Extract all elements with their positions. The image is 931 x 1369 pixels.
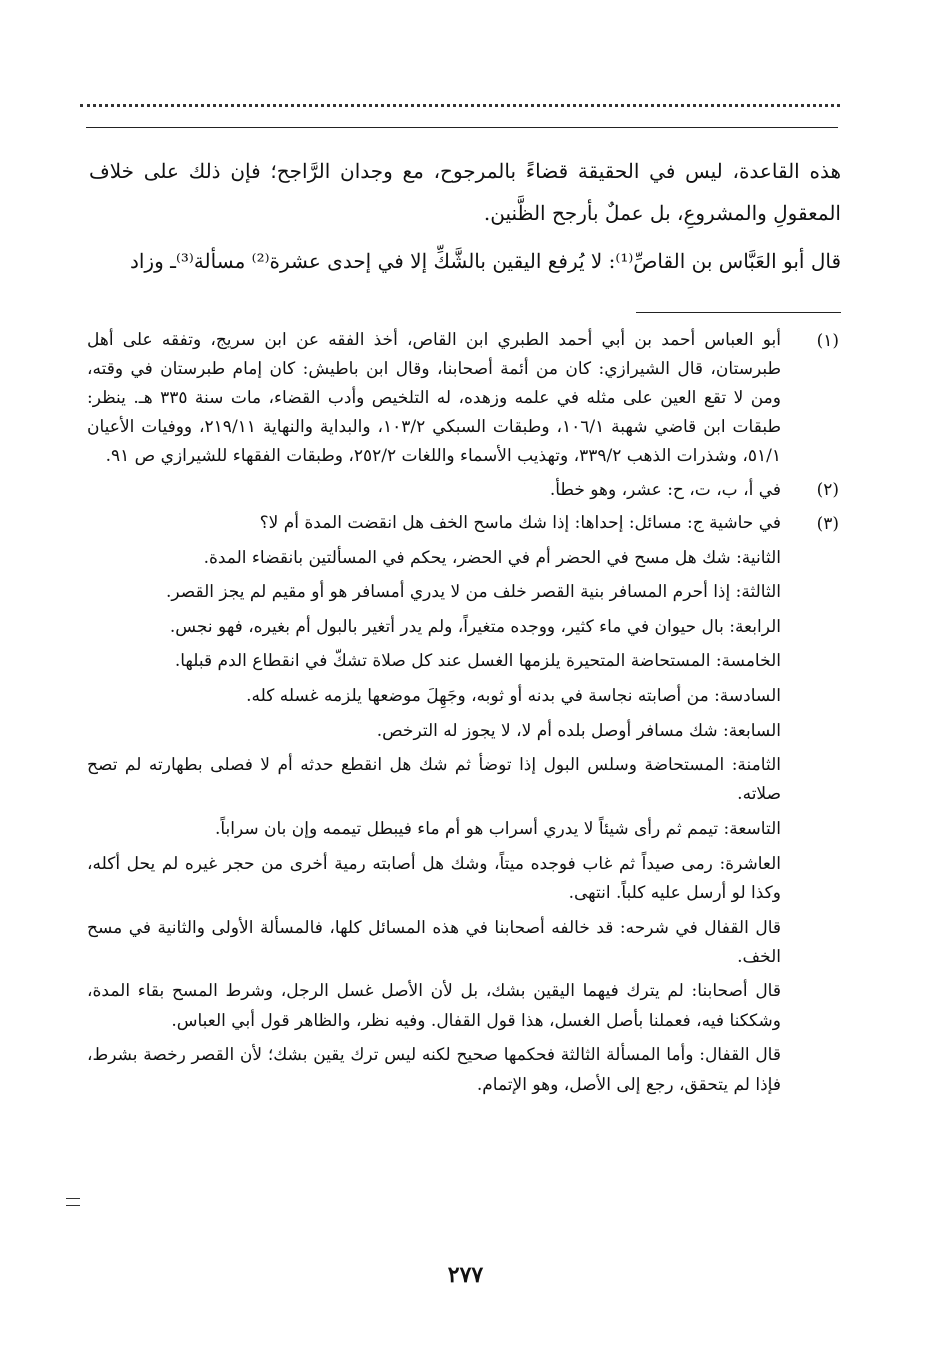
main-paragraph: هذه القاعدة، ليس في الحقيقة قضاءً بالمرجوح، مع وجدان الرَّاجح؛ فإن ذلك على خلاف المعقولِ والمشروعِ، بل عملٌ بأرجح الظَّنين. xyxy=(89,159,841,225)
footnote-text: العاشرة: رمى صيداً ثم غاب فوجده ميتاً، وشك هل أصابته رمية أخرى من حجر غيره لم يحل أكله، وكذا لو أرسل عليه كلباً. انتهى. xyxy=(87,853,781,903)
footnote-separator xyxy=(636,312,841,313)
footnote-text: الثانية: شك هل مسح في الحضر أم في الحضر، يحكم في المسألتين بانقضاء المدة. xyxy=(203,547,781,568)
footnote-text: الثامنة: المستحاضة وسلس البول إذا توضأ ثم شك هل انقطع حدثه أم لا فصلى بطهارته لم تصح صلاته. xyxy=(87,755,781,805)
page-number: ٢٧٧ xyxy=(447,1262,484,1288)
footnote-text: قال القفال: وأما المسألة الثالثة فحكمها صحيح لكنه ليس ترك يقين بشك؛ لأن القصر رخصة بشرط، فإذا لم يتحقق، رجع إلى الأصل، وهو الإتمام. xyxy=(87,1045,781,1095)
header-rule xyxy=(86,127,838,128)
footnote-3 xyxy=(87,509,839,1105)
footnote-text: السادسة: من أصابته نجاسة في بدنه أو ثوبه، وجَهِلَ موضعها يلزمه غسله كله. xyxy=(246,685,781,706)
footnote-text: الخامسة: المستحاضة المتحيرة يلزمها الغسل عند كل صلاة تشكّ في انقطاع الدم قبلها. xyxy=(174,651,781,672)
footnote-text: السابعة: شك مسافر أوصل بلده أم لا، لا يجوز له الترخص. xyxy=(376,720,781,741)
footnote-number: (٢) xyxy=(816,480,839,500)
footnote-text: الثالثة: إذا أحرم المسافر بنية القصر خلف من لا يدري أمسافر هو أو مقيم لم يجز القصر. xyxy=(165,582,781,603)
footnote-text: الرابعة: بال حيوان في ماء كثير، ووجده متغيراً، ولم يدر أتغير بالبول أم بغيره، فهو نجس. xyxy=(169,616,781,637)
footnote-text: أبو العباس أحمد بن أبي أحمد الطبري ابن القاص، أخذ الفقه عن ابن سريج، وتفقه على أهل طبرستان، قال الشيرازي: كان من أئمة أصحابنا، وقال ابن باطيش: كان إمام طبرستان في وقته، ومن لا تقع العين على مثله في علمه وزهده، له التلخيص وأدب القضاء، مات سنة ٣٣٥ هـ. ينظر: طبقات ابن قاضي شهبة ١٠٦/١، وطبقات السبكي ١٠٣/٢، والبداية والنهاية ٢١٩/١١، ووفيات الأعيان ٥١/١، وشذرات الذهب ٣٣٩/٢، وتهذيب الأسماء واللغات ٢٥٢/٢، وطبقات الفقهاء للشيرازي ص ٩١. xyxy=(87,330,781,466)
margin-mark xyxy=(66,1198,80,1206)
footnote-2 xyxy=(87,475,839,505)
main-text xyxy=(89,150,841,282)
main-paragraph: قال أبو العَبَّاس بن القاصِّ⁽¹⁾: لا يُرفع اليقين بالشَّكِّ إلا في إحدى عشرة⁽²⁾ مسألة⁽³⁾ـ وزاد xyxy=(129,249,841,273)
footnote-text: التاسعة: تيمم ثم رأى شيئاً لا يدري أسراب هو أم ماء فيبطل تيممه وإن بان سراباً. xyxy=(214,819,781,840)
footnote-number: (١) xyxy=(816,331,839,351)
footnote-text: في حاشية ج: مسائل: إحداها: إذا شك ماسح الخف هل انقضت المدة أم لا؟ xyxy=(259,513,781,533)
header-dotted-line xyxy=(80,90,840,107)
footnote-number: (٣) xyxy=(816,514,839,534)
footnote-text: قال أصحابنا: لم يترك فيهما اليقين بشك، بل لأن الأصل غسل الرجل، وشرط المسح بقاء المدة، وشككنا فيه، فعملنا بأصل الغسل، هذا قول القفال. وفيه نظر، والظاهر قول أبي العباس. xyxy=(87,981,781,1031)
footnote-1 xyxy=(87,326,839,471)
footnotes xyxy=(87,326,839,1105)
footnote-text: قال القفال في شرحه: قد خالفه أصحابنا في هذه المسائل كلها، فالمسألة الأولى والثانية في مسح الخف. xyxy=(87,917,781,967)
footnote-text: في أ، ب، ت، ح: عشر، وهو خطأ. xyxy=(549,480,781,500)
